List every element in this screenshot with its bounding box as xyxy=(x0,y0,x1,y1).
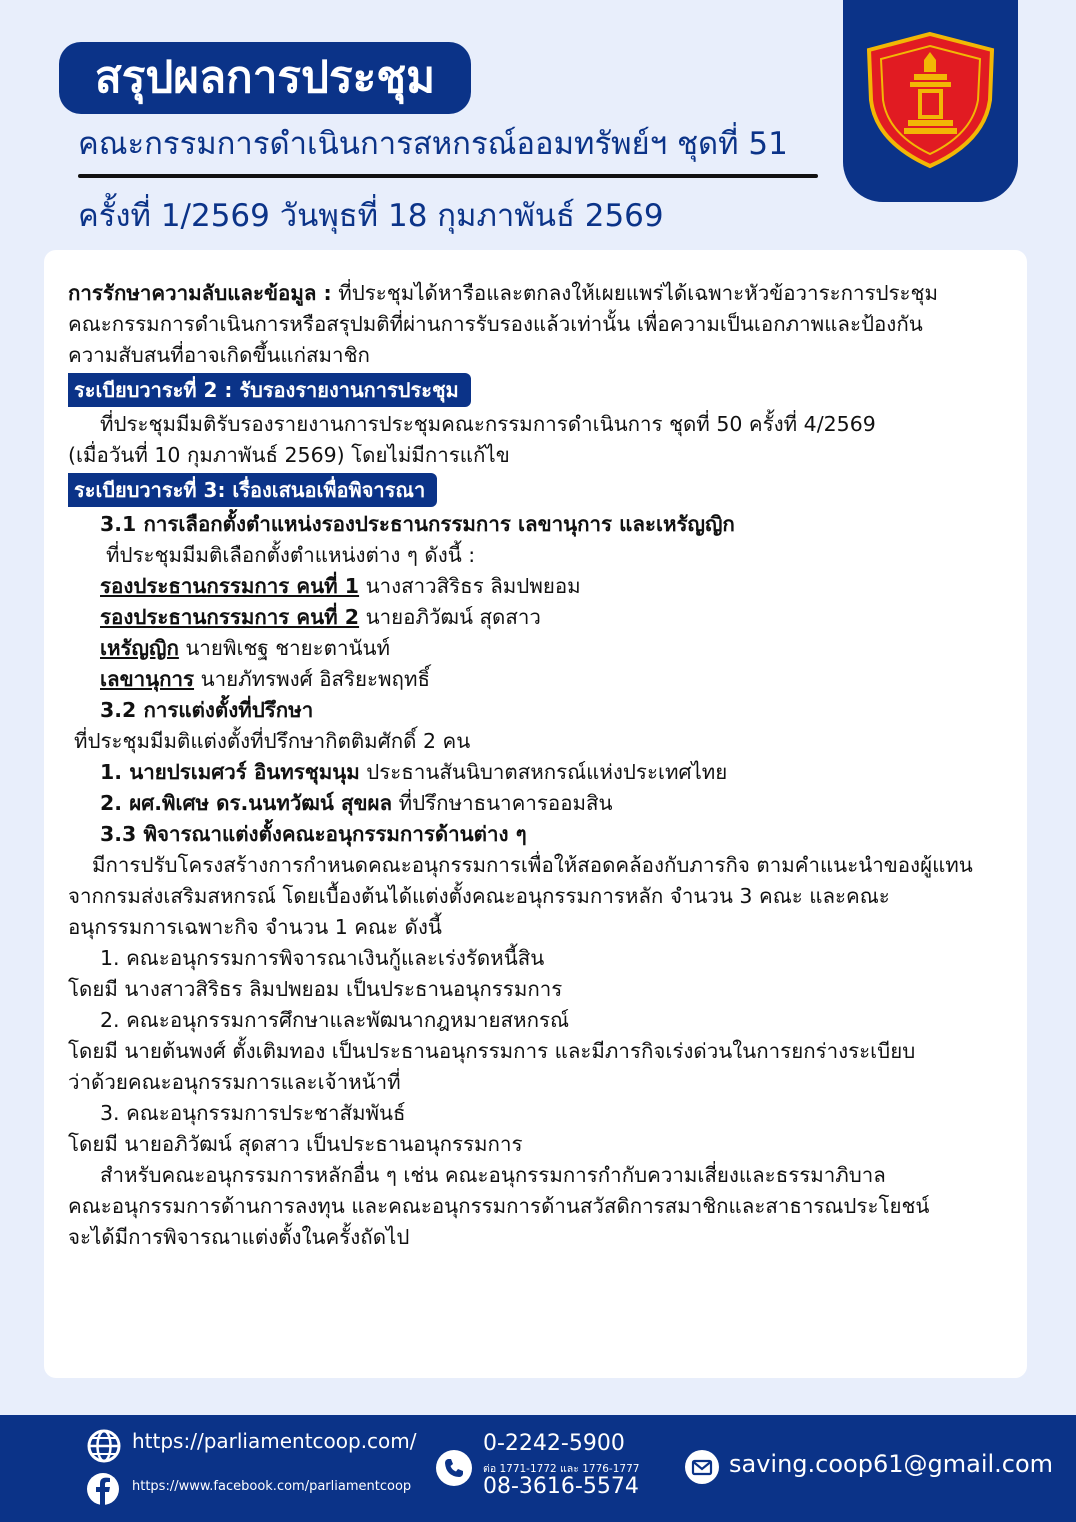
confidentiality-line-3: ความสับสนที่อาจเกิดขึ้นแก่สมาชิก xyxy=(68,343,370,367)
confidentiality-line-2: คณะกรรมการดำเนินการหรือสรุปมติที่ผ่านการรับรองแล้วเท่านั้น เพื่อความเป็นเอกภาพและป้องกัน xyxy=(68,312,923,336)
confidentiality-text: ที่ประชุมได้หารือและตกลงให้เผยแพร่ได้เฉพาะหัวข้อวาระการประชุม xyxy=(331,281,938,305)
globe-icon xyxy=(86,1428,122,1464)
meeting-date: ครั้งที่ 1/2569 วันพุธที่ 18 กุมภาพันธ์ 2569 xyxy=(78,198,664,234)
facebook-link[interactable]: https://www.facebook.com/parliamentcoop xyxy=(132,1479,412,1494)
agenda-2-heading: ระเบียบวาระที่ 2 : รับรองรายงานการประชุม xyxy=(68,373,471,407)
header-divider xyxy=(78,174,818,178)
phone-icon xyxy=(435,1449,473,1487)
website-link[interactable]: https://parliamentcoop.com/ xyxy=(132,1429,417,1453)
email-link[interactable]: saving.coop61@gmail.com xyxy=(729,1450,1054,1478)
position-role: เหรัญญิก xyxy=(100,636,179,660)
agenda-2-text-2: (เมื่อวันที่ 10 กุมภาพันธ์ 2569) โดยไม่มีการแก้ไข xyxy=(68,443,510,467)
agenda-2-text-1: ที่ประชุมมีมติรับรองรายงานการประชุมคณะกรรมการดำเนินการ ชุดที่ 50 ครั้งที่ 4/2569 xyxy=(100,412,876,436)
committee-2-chair-2: ว่าด้วยคณะอนุกรรมการและเจ้าหน้าที่ xyxy=(68,1070,401,1094)
page-title: สรุปผลการประชุม xyxy=(59,42,471,114)
advisor-title: ที่ปรึกษาธนาคารออมสิน xyxy=(392,791,613,815)
committee-2-title: 2. คณะอนุกรรมการศึกษาและพัฒนากฎหมายสหกรณ์ xyxy=(100,1008,570,1032)
advisor-name: 1. นายปรเมศวร์ อินทรชุมนุม xyxy=(100,760,360,784)
agenda-3-heading: ระเบียบวาระที่ 3: เรื่องเสนอเพื่อพิจารณา xyxy=(68,473,437,507)
section-3-3-text-1: มีการปรับโครงสร้างการกำหนดคณะอนุกรรมการเพื่อให้สอดคล้องกับภารกิจ ตามคำแนะนำของผู้แทน xyxy=(92,853,973,877)
committee-subtitle: คณะกรรมการดำเนินการสหกรณ์ออมทรัพย์ฯ ชุดที่ 51 xyxy=(78,126,788,162)
section-3-1-heading: 3.1 การเลือกตั้งตำแหน่งรองประธานกรรมการ เลขานุการ และเหรัญญิก xyxy=(100,512,735,536)
content-card xyxy=(44,250,1027,1378)
cooperative-emblem-icon xyxy=(864,30,997,170)
committee-3-chair: โดยมี นายอภิวัฒน์ สุดสาว เป็นประธานอนุกรรมการ xyxy=(68,1132,523,1156)
position-name: นายภัทรพงศ์ อิสริยะพฤทธิ์ xyxy=(194,667,430,691)
phone-number-main[interactable]: 0-2242-5900 xyxy=(483,1431,625,1456)
phone-number-mobile[interactable]: 08-3616-5574 xyxy=(483,1474,639,1499)
mail-icon xyxy=(684,1449,720,1485)
position-name: นางสาวสิริธร ลิมปพยอม xyxy=(359,574,581,598)
committee-1-title: 1. คณะอนุกรรมการพิจารณาเงินกู้และเร่งรัดหนี้สิน xyxy=(100,946,545,970)
advisor-row xyxy=(68,757,1008,788)
position-name: นายพิเชฐ ชายะตานันท์ xyxy=(178,636,391,660)
section-3-2-intro: ที่ประชุมมีมติแต่งตั้งที่ปรึกษากิตติมศักดิ์ 2 คน xyxy=(74,729,471,753)
position-name: นายอภิวัฒน์ สุดสาว xyxy=(359,605,541,629)
confidentiality-label: การรักษาความลับและข้อมูล : xyxy=(68,281,332,305)
position-role: รองประธานกรรมการ คนที่ 2 xyxy=(100,605,360,629)
position-row xyxy=(68,571,1008,602)
position-row xyxy=(68,633,1008,664)
section-3-1-intro: ที่ประชุมมีมติเลือกตั้งตำแหน่งต่าง ๆ ดังนี้ : xyxy=(106,543,476,567)
section-3-3-text-2: จากกรมส่งเสริมสหกรณ์ โดยเบื้องต้นได้แต่งตั้งคณะอนุกรรมการหลัก จำนวน 3 คณะ และคณะ xyxy=(68,884,890,908)
contact-footer xyxy=(0,1415,1076,1522)
position-row xyxy=(68,664,1008,695)
section-3-3-heading: 3.3 พิจารณาแต่งตั้งคณะอนุกรรมการด้านต่าง ๆ xyxy=(100,822,527,846)
emblem-tab xyxy=(843,0,1018,202)
section-3-3-text-3: อนุกรรมการเฉพาะกิจ จำนวน 1 คณะ ดังนี้ xyxy=(68,915,442,939)
confidentiality-line-1 xyxy=(68,278,1008,309)
committee-1-chair: โดยมี นางสาวสิริธร ลิมปพยอม เป็นประธานอนุกรรมการ xyxy=(68,977,563,1001)
other-committees-2: คณะอนุกรรมการด้านการลงทุน และคณะอนุกรรมการด้านสวัสดิการสมาชิกและสาธารณประโยชน์ xyxy=(68,1194,930,1218)
other-committees-1: สำหรับคณะอนุกรรมการหลักอื่น ๆ เช่น คณะอนุกรรมการกำกับความเสี่ยงและธรรมาภิบาล xyxy=(100,1163,886,1187)
meeting-summary xyxy=(68,278,1008,1253)
advisor-row xyxy=(68,788,1008,819)
advisor-name: 2. ผศ.พิเศษ ดร.นนทวัฒน์ สุขผล xyxy=(100,791,393,815)
advisor-title: ประธานสันนิบาตสหกรณ์แห่งประเทศไทย xyxy=(359,760,728,784)
position-row xyxy=(68,602,1008,633)
committee-3-title: 3. คณะอนุกรรมการประชาสัมพันธ์ xyxy=(100,1101,406,1125)
committee-2-chair-1: โดยมี นายต้นพงศ์ ตั้งเติมทอง เป็นประธานอนุกรรมการ และมีภารกิจเร่งด่วนในการยกร่างระเบียบ xyxy=(68,1039,916,1063)
phone-extensions: ต่อ 1771-1772 และ 1776-1777 xyxy=(483,1463,640,1475)
facebook-icon xyxy=(86,1472,120,1506)
position-role: เลขานุการ xyxy=(100,667,195,691)
section-3-2-heading: 3.2 การแต่งตั้งที่ปรึกษา xyxy=(100,698,314,722)
other-committees-3: จะได้มีการพิจารณาแต่งตั้งในครั้งถัดไป xyxy=(68,1225,410,1249)
position-role: รองประธานกรรมการ คนที่ 1 xyxy=(100,574,360,598)
